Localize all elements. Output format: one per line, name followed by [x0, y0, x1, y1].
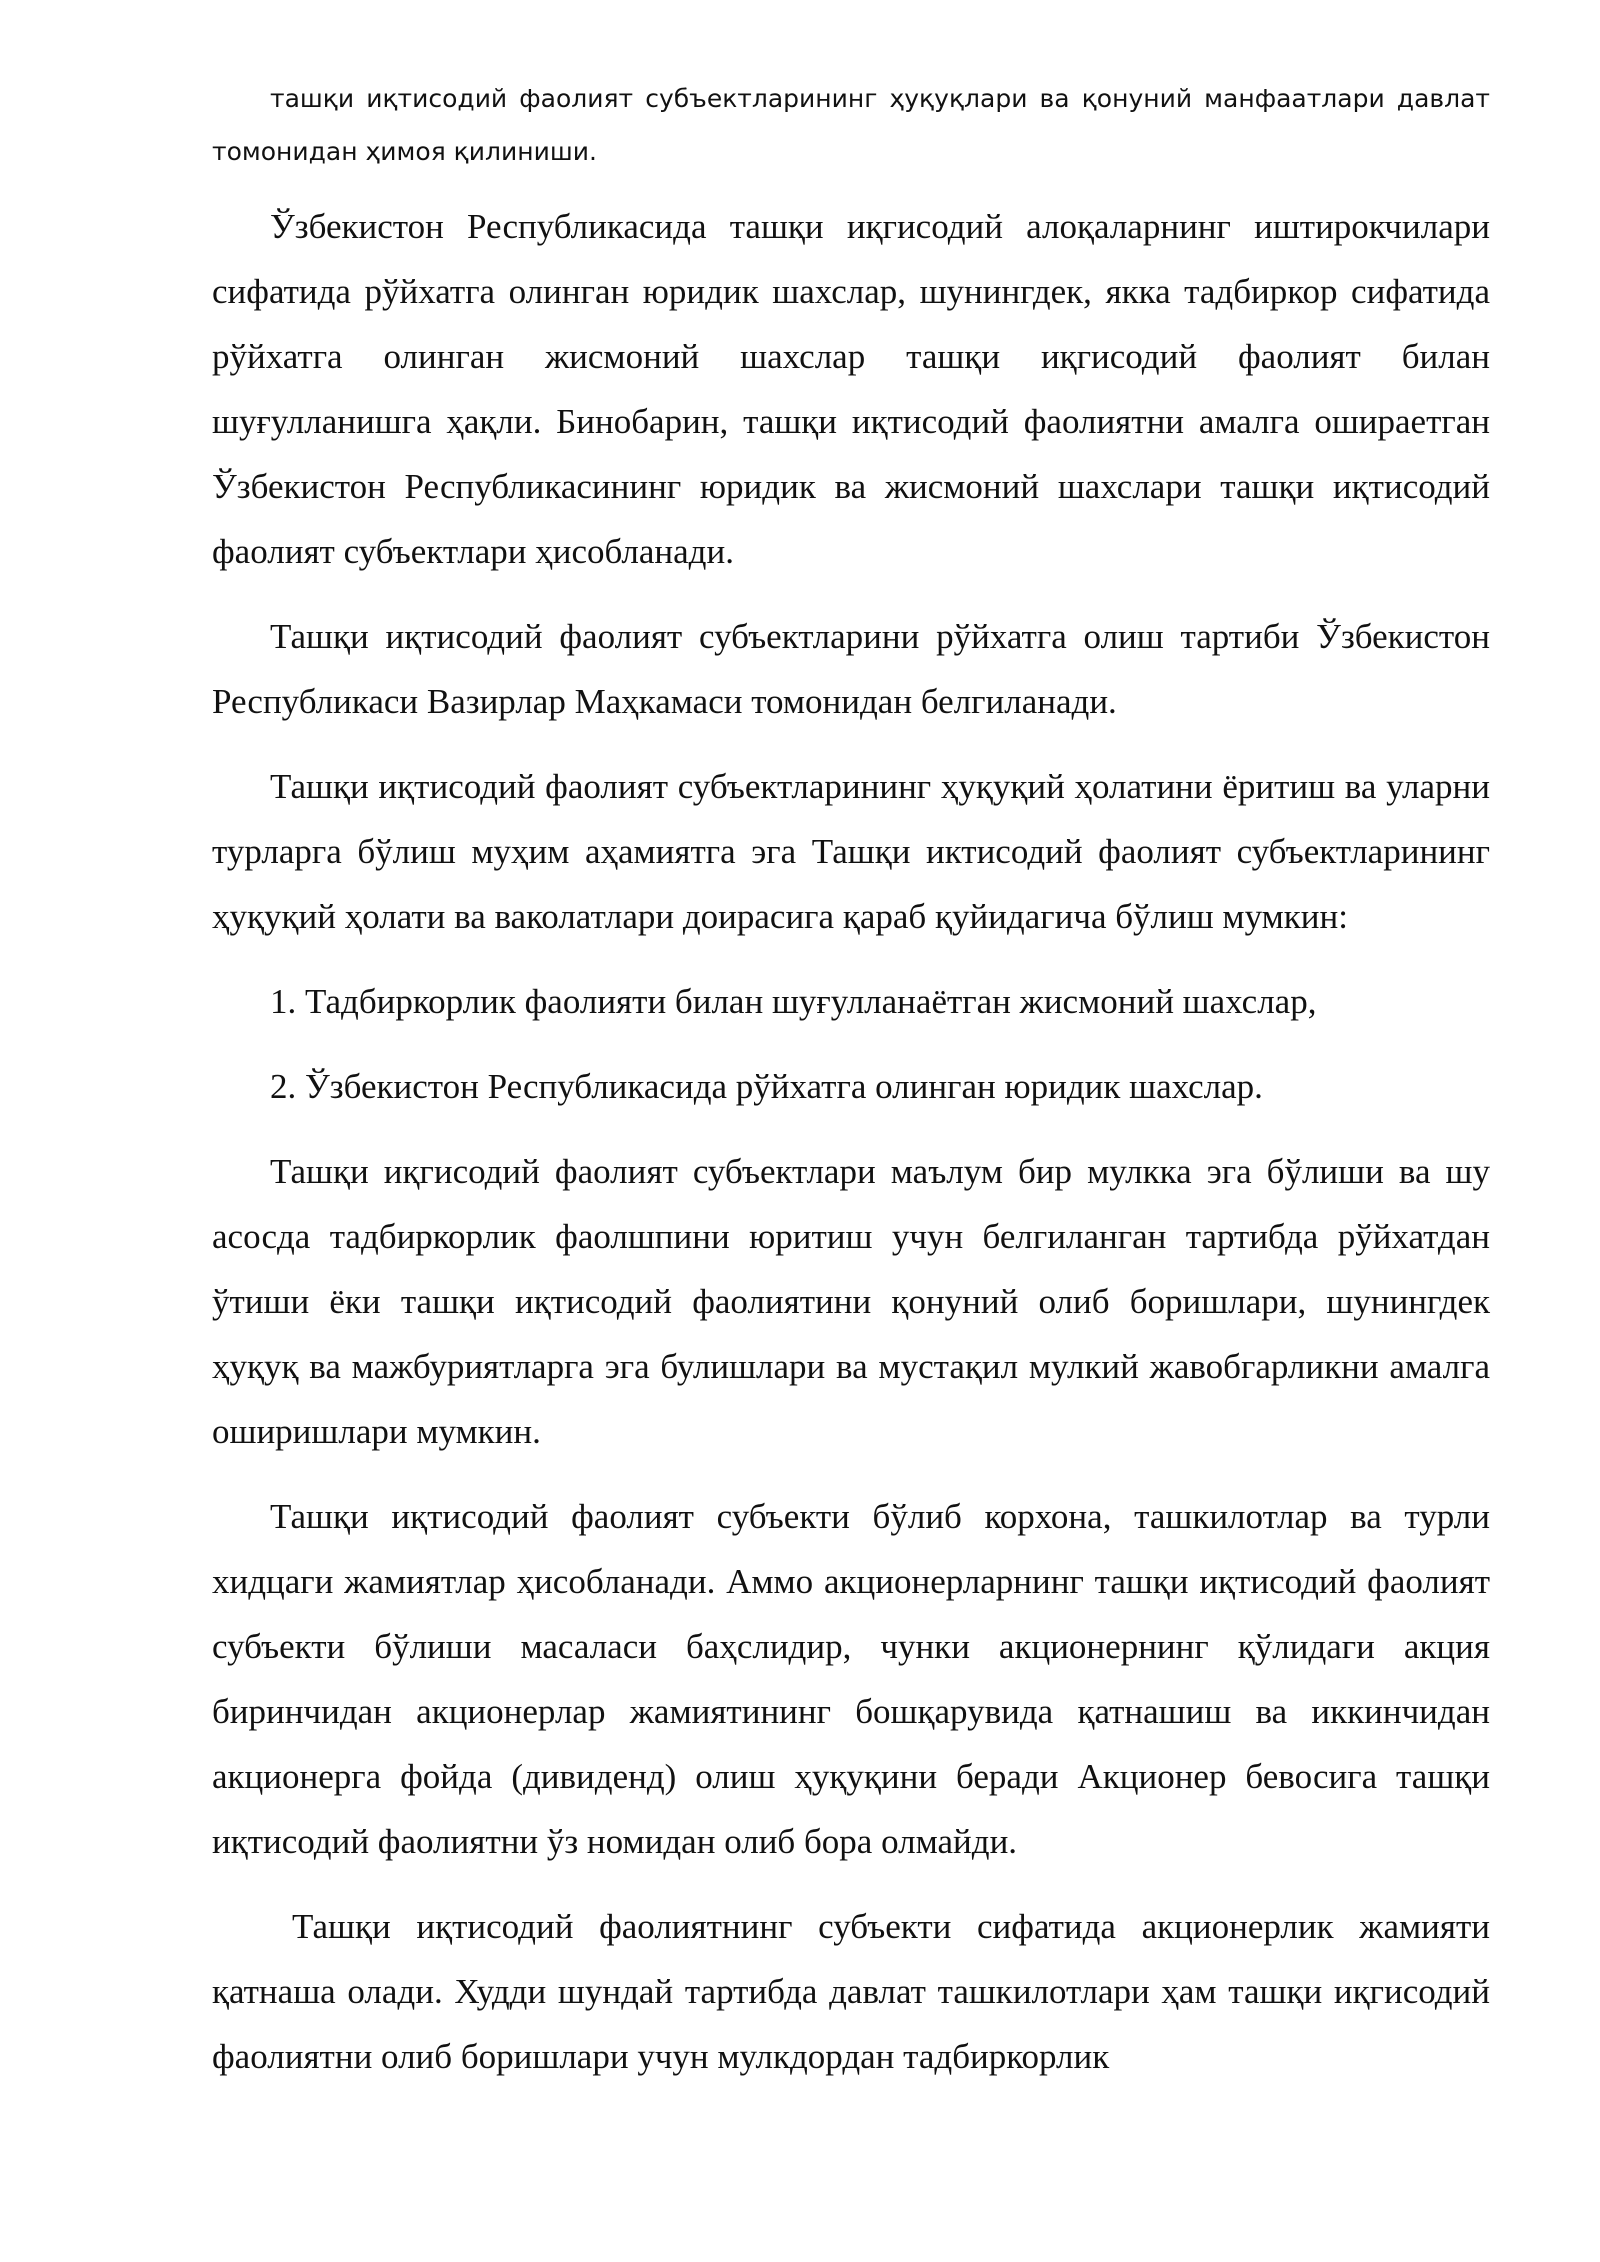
paragraph: Ташқи иқтисодий фаолият субъекти бўлиб корхона, ташкилотлар ва турли хидцаги жамиятлар ҳисобланади. Аммо акционерларнинг ташқи иқтисодий фаолият субъекти бўлиши масаласи баҳслидир, чунки акционернинг қўлидаги акция биринчидан акционерлар жамиятининг бошқарувида қатнашиш ва иккинчидан акционерга фойда (дивиденд) олиш ҳуқуқини беради Акционер бевосига ташқи иқтисодий фаолиятни ўз номидан олиб бора олмайди.	[212, 1497, 1490, 1861]
lead-paragraph: ташқи иқтисодий фаолият субъектларининг ҳуқуқлари ва қонуний манфаатлари давлат томонидан ҳимоя қилиниши.	[212, 84, 1490, 166]
paragraph: Ўзбекистон Республикасида ташқи иқгисодий алоқаларнинг иштирокчилари сифатида рўйхатга олинган юридик шахслар, шунингдек, якка тадбиркор сифатида рўйхатга олинган жисмоний шахслар ташқи иқгисодий фаолият билан шуғулланишга ҳақли. Бинобарин, ташқи иқтисодий фаолиятни амалга ошираетган Ўзбекистон Республикасининг юридик ва жисмоний шахслари ташқи иқтисодий фаолият субъектлари ҳисобланади.	[212, 207, 1490, 571]
list-item: 1. Тадбиркорлик фаолияти билан шуғулланаётган жисмоний шахслар,	[270, 982, 1317, 1021]
paragraph: Ташқи иқгисодий фаолият субъектлари маълум бир мулкка эга бўлиши ва шу асосда тадбиркорлик фаолшпини юритиш учун белгиланган тартибда рўйхатдан ўтиши ёки ташқи иқтисодий фаолиятини қонуний олиб боришлари, шунингдек ҳуқуқ ва мажбуриятларга эга булишлари ва мустақил мулкий жавобгарликни амалга оширишлари мумкин.	[212, 1152, 1490, 1451]
paragraph: Ташқи иқтисодий фаолият субъектларининг ҳуқуқий ҳолатини ёритиш ва уларни турларга бўлиш муҳим аҳамиятга эга Ташқи иктисодий фаолият субъектларининг ҳуқуқий ҳолати ва ваколатлари доирасига қараб қуйидагича бўлиш мумкин:	[212, 767, 1490, 936]
list-item: 2. Ўзбекистон Республикасида рўйхатга олинган юридик шахслар.	[270, 1067, 1263, 1106]
paragraph: Ташқи иқтисодий фаолиятнинг субъекти сифатида акционерлик жамияти қатнаша олади. Худди шундай тартибда давлат ташкилотлари ҳам ташқи иқгисодий фаолиятни олиб боришлари учун мулкдордан тадбиркорлик	[212, 1907, 1490, 2076]
paragraph: Ташқи иқтисодий фаолият субъектларини рўйхатга олиш тартиби Ўзбекистон Республикаси Вазирлар Маҳкамаси томонидан белгиланади.	[212, 617, 1490, 721]
document-body	[212, 72, 1490, 2109]
